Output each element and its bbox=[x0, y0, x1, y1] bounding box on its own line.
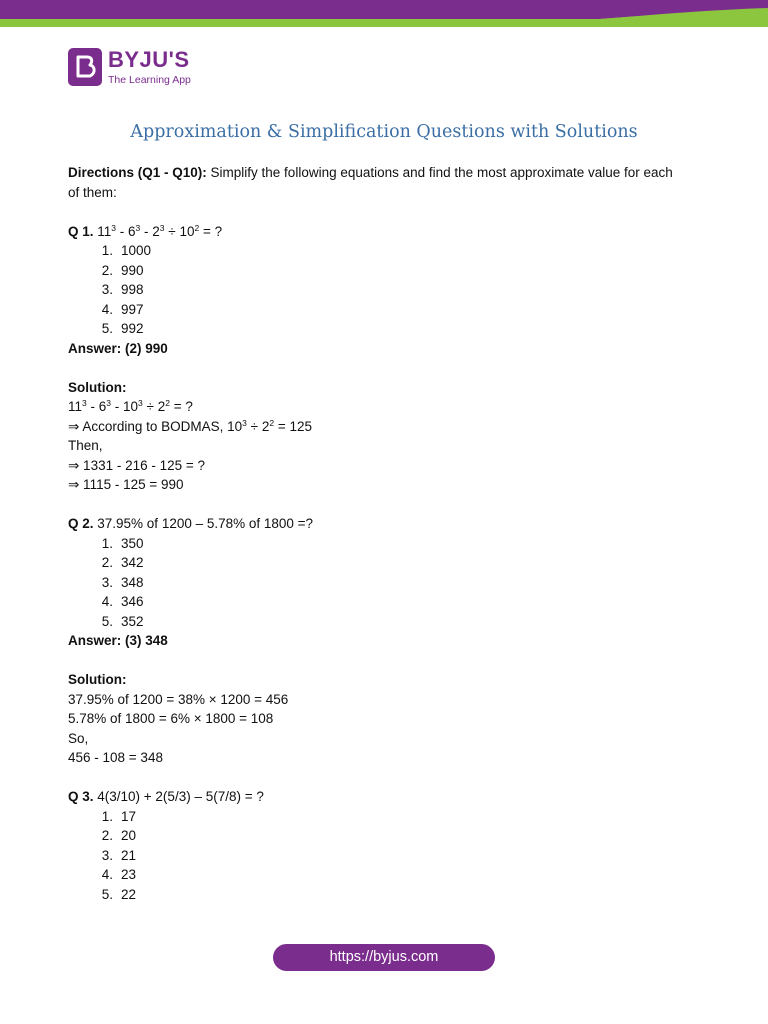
q1-solution-bodmas bbox=[68, 417, 698, 437]
q1-term: 6 bbox=[128, 223, 136, 239]
option-item bbox=[90, 573, 698, 593]
sol-term: 2 bbox=[261, 418, 270, 434]
sol-exp: 2 bbox=[269, 417, 275, 428]
option-item bbox=[90, 534, 698, 554]
question-1-solution-label: Solution: bbox=[68, 379, 127, 395]
option-number: 1. bbox=[101, 535, 113, 551]
question-1-label: Q 1. bbox=[68, 223, 94, 239]
q1-exp: 2 bbox=[194, 222, 200, 233]
option-number: 4. bbox=[101, 301, 113, 317]
sol-op: ÷ bbox=[246, 418, 262, 434]
option-text: 17 bbox=[121, 808, 137, 824]
q1-op: - bbox=[116, 223, 129, 239]
directions-text-1: Simplify the following equations and find the most approximate value for each bbox=[206, 165, 673, 180]
q1-solution-step: ⇒ 1331 - 216 - 125 = ? bbox=[68, 457, 206, 473]
sol-op: = ? bbox=[169, 399, 193, 414]
option-text: 352 bbox=[121, 613, 144, 629]
option-number: 2. bbox=[101, 555, 113, 570]
sol-op: - bbox=[111, 399, 123, 414]
sol-exp: 3 bbox=[242, 417, 247, 428]
option-text: 23 bbox=[121, 867, 137, 882]
document-body bbox=[68, 163, 698, 904]
q1-op: ÷ bbox=[164, 223, 180, 239]
sol-text: = 125 bbox=[274, 418, 312, 434]
question-2-text: 37.95% of 1200 – 5.78% of 1800 =? bbox=[93, 516, 314, 531]
option-item bbox=[90, 553, 698, 573]
sol-op: - bbox=[86, 399, 99, 414]
sol-term: 10 bbox=[123, 399, 139, 414]
option-text: 997 bbox=[121, 301, 144, 317]
q1-exp: 3 bbox=[135, 222, 141, 233]
question-2-solution-label: Solution: bbox=[68, 672, 127, 687]
q1-term: 11 bbox=[97, 223, 112, 239]
q2-solution-line: 37.95% of 1200 = 38% × 1200 = 456 bbox=[68, 691, 289, 707]
option-number: 4. bbox=[101, 867, 113, 882]
header-band bbox=[0, 0, 768, 30]
question-2-label: Q 2. bbox=[68, 516, 94, 531]
option-text: 998 bbox=[121, 282, 144, 297]
option-text: 20 bbox=[121, 828, 137, 843]
option-text: 346 bbox=[121, 594, 144, 609]
directions-label: Directions (Q1 - Q10): bbox=[68, 165, 207, 180]
sol-exp: 3 bbox=[138, 398, 143, 408]
byjus-logo[interactable] bbox=[68, 46, 208, 90]
option-item bbox=[90, 885, 698, 905]
question-2 bbox=[68, 514, 698, 534]
option-number: 1. bbox=[101, 808, 113, 824]
sol-term: 11 bbox=[68, 399, 83, 414]
option-text: 22 bbox=[121, 886, 137, 902]
option-number: 5. bbox=[101, 321, 113, 336]
question-1-answer: Answer: (2) 990 bbox=[68, 340, 168, 356]
question-1-options bbox=[68, 241, 698, 339]
directions-text-2: of them: bbox=[68, 184, 117, 200]
sol-op: ÷ bbox=[142, 399, 158, 414]
sol-term: 2 bbox=[157, 399, 166, 414]
sol-exp: 3 bbox=[82, 398, 87, 408]
question-3-options bbox=[68, 807, 698, 905]
option-number: 4. bbox=[101, 594, 113, 609]
option-text: 348 bbox=[121, 574, 144, 590]
sol-term: 10 bbox=[227, 418, 243, 434]
brand-name: BYJU'S bbox=[108, 47, 190, 72]
option-number: 5. bbox=[101, 886, 113, 902]
sol-exp: 2 bbox=[165, 398, 170, 408]
option-item bbox=[90, 612, 698, 632]
option-item bbox=[90, 241, 698, 261]
option-item bbox=[90, 300, 698, 320]
question-3 bbox=[68, 787, 698, 807]
q1-op: - bbox=[140, 223, 153, 239]
q1-term: 10 bbox=[179, 223, 195, 239]
option-item bbox=[90, 807, 698, 827]
q1-solution-then: Then, bbox=[68, 438, 103, 453]
q1-solution-equation bbox=[68, 397, 698, 417]
option-number: 5. bbox=[101, 613, 113, 629]
option-item bbox=[90, 846, 698, 866]
option-item bbox=[90, 865, 698, 885]
option-number: 2. bbox=[101, 828, 113, 843]
option-number: 3. bbox=[101, 847, 113, 863]
sol-exp: 3 bbox=[106, 398, 111, 408]
q1-term: 2 bbox=[152, 223, 160, 239]
option-text: 350 bbox=[121, 535, 144, 551]
logo-badge-icon bbox=[68, 48, 102, 86]
q1-exp: 3 bbox=[159, 222, 165, 233]
q1-exp: 3 bbox=[111, 222, 117, 233]
question-2-answer: Answer: (3) 348 bbox=[68, 633, 168, 648]
option-number: 3. bbox=[101, 574, 113, 590]
directions bbox=[68, 163, 698, 183]
option-item bbox=[90, 319, 698, 339]
option-item bbox=[90, 280, 698, 300]
question-3-text: 4(3/10) + 2(5/3) – 5(7/8) = ? bbox=[93, 789, 264, 804]
question-3-label: Q 3. bbox=[68, 789, 94, 804]
question-2-options bbox=[68, 534, 698, 632]
option-text: 342 bbox=[121, 555, 144, 570]
q2-solution-line: 5.78% of 1800 = 6% × 1800 = 108 bbox=[68, 711, 274, 726]
question-1 bbox=[68, 222, 698, 242]
brand-tagline: The Learning App bbox=[108, 74, 191, 86]
option-item bbox=[90, 261, 698, 281]
sol-term: 6 bbox=[98, 399, 107, 414]
q2-solution-line: 456 - 108 = 348 bbox=[68, 750, 163, 765]
q1-op: = ? bbox=[199, 223, 223, 239]
option-text: 1000 bbox=[121, 243, 152, 258]
option-item bbox=[90, 826, 698, 846]
sol-text: ⇒ According to BODMAS, bbox=[68, 418, 228, 434]
option-text: 992 bbox=[121, 321, 144, 336]
website-link-button[interactable]: https://byjus.com bbox=[273, 944, 495, 971]
option-item bbox=[90, 592, 698, 612]
option-number: 1. bbox=[101, 243, 113, 258]
option-number: 2. bbox=[101, 262, 113, 278]
q2-solution-line: So, bbox=[68, 730, 89, 746]
page-title: Approximation & Simplification Questions with Solutions bbox=[130, 122, 638, 142]
option-text: 990 bbox=[121, 262, 144, 278]
option-text: 21 bbox=[121, 847, 137, 863]
option-number: 3. bbox=[101, 282, 113, 297]
q1-solution-step: ⇒ 1115 - 125 = 990 bbox=[68, 477, 184, 492]
